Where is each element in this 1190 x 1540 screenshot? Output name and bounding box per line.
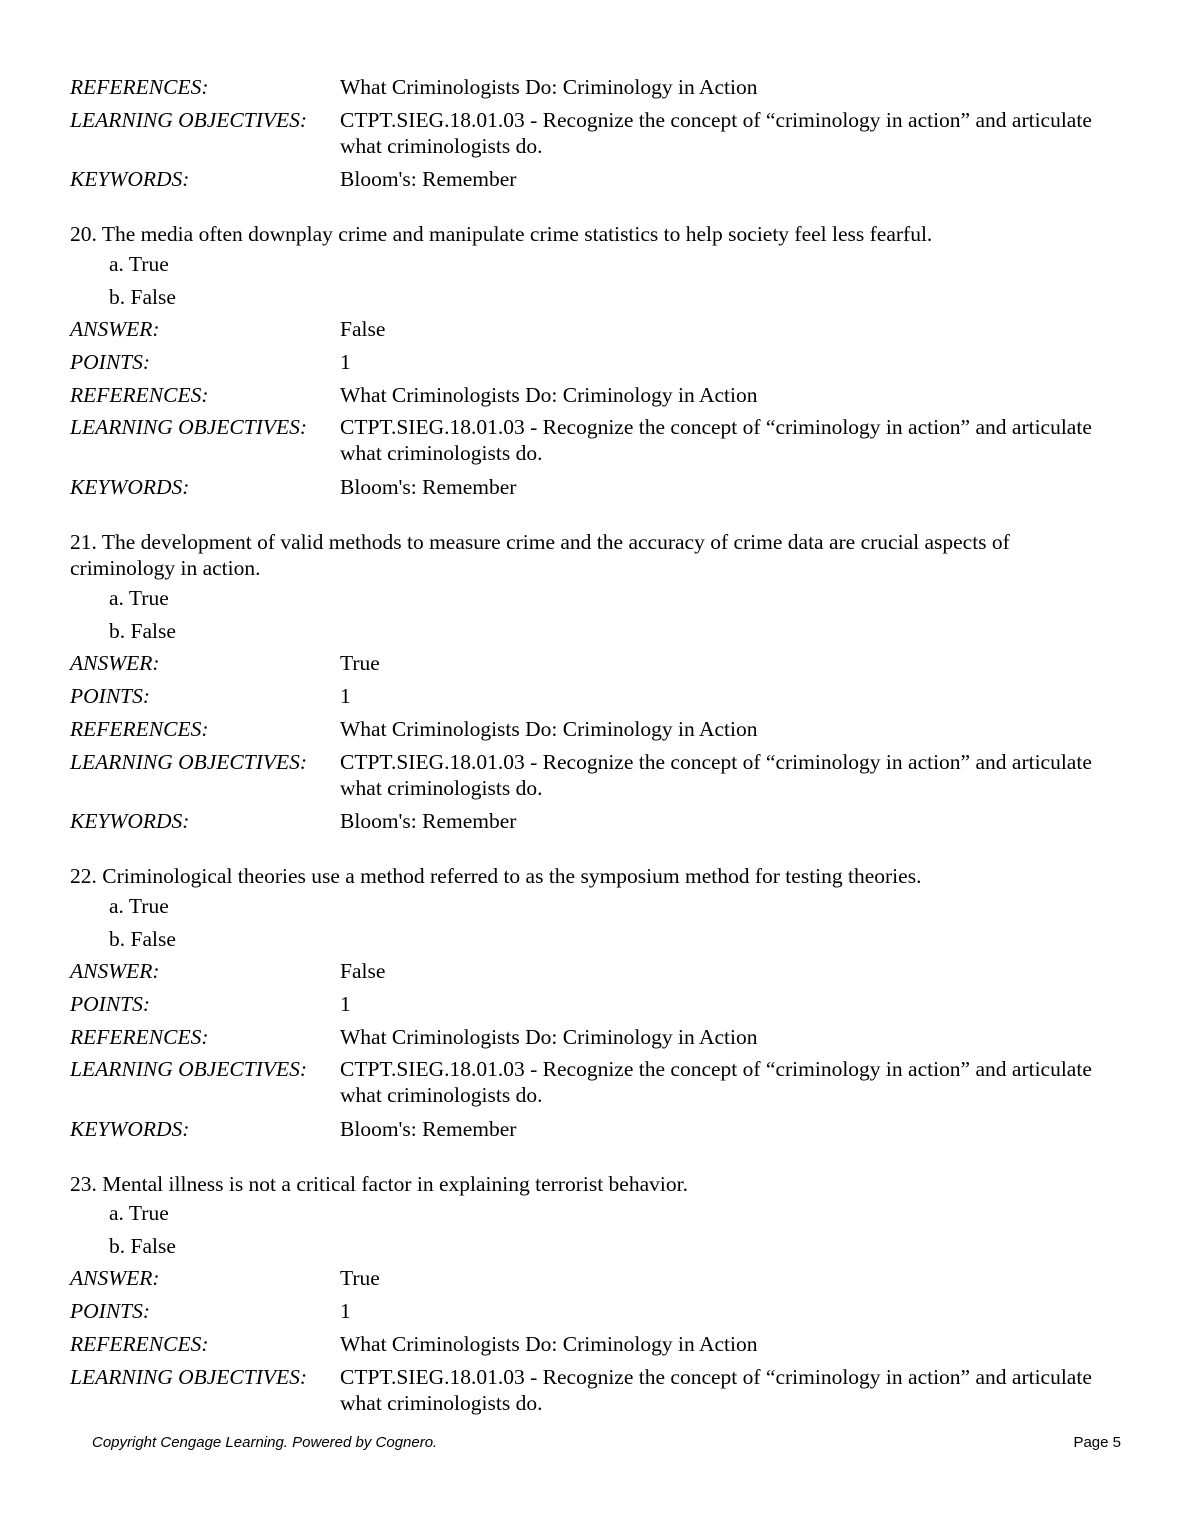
- learning-objectives-value: CTPT.SIEG.18.01.03 - Recognize the concept of “criminology in action” and articulate what criminologists do.: [340, 415, 1092, 465]
- points-value: 1: [340, 1299, 351, 1323]
- keywords-label: KEYWORDS:: [70, 475, 190, 499]
- question-22-option-b: b. False: [109, 927, 176, 951]
- answer-value: True: [340, 1266, 380, 1290]
- keywords-label: KEYWORDS:: [70, 809, 190, 833]
- question-21-option-a: a. True: [109, 586, 169, 610]
- references-label: REFERENCES:: [70, 1332, 209, 1356]
- learning-objectives-label: LEARNING OBJECTIVES:: [70, 1365, 308, 1389]
- points-value: 1: [340, 350, 351, 374]
- question-20-option-a: a. True: [109, 252, 169, 276]
- learning-objectives-label: LEARNING OBJECTIVES:: [70, 1057, 308, 1081]
- keywords-value: Bloom's: Remember: [340, 475, 517, 499]
- points-value: 1: [340, 684, 351, 708]
- learning-objectives-value: CTPT.SIEG.18.01.03 - Recognize the concept of “criminology in action” and articulate what criminologists do.: [340, 108, 1092, 158]
- answer-value: False: [340, 959, 386, 983]
- keywords-value: Bloom's: Remember: [340, 809, 517, 833]
- answer-label: ANSWER:: [70, 959, 160, 983]
- answer-label: ANSWER:: [70, 651, 160, 675]
- keywords-label: KEYWORDS:: [70, 167, 190, 191]
- question-20-option-b: b. False: [109, 285, 176, 309]
- learning-objectives-label: LEARNING OBJECTIVES:: [70, 415, 308, 439]
- references-value: What Criminologists Do: Criminology in Action: [340, 383, 758, 407]
- question-23-option-a: a. True: [109, 1201, 169, 1225]
- learning-objectives-value: CTPT.SIEG.18.01.03 - Recognize the concept of “criminology in action” and articulate what criminologists do.: [340, 750, 1092, 800]
- question-23-text: 23. Mental illness is not a critical factor in explaining terrorist behavior.: [70, 1172, 688, 1196]
- question-21-text: 21. The development of valid methods to measure crime and the accuracy of crime data are crucial aspects of criminology in action.: [70, 530, 1010, 580]
- answer-value: False: [340, 317, 386, 341]
- question-22-option-a: a. True: [109, 894, 169, 918]
- footer-copyright: Copyright Cengage Learning. Powered by Cognero.: [92, 1434, 438, 1451]
- answer-label: ANSWER:: [70, 1266, 160, 1290]
- points-label: POINTS:: [70, 350, 151, 374]
- question-21-option-b: b. False: [109, 619, 176, 643]
- question-20-text: 20. The media often downplay crime and manipulate crime statistics to help society feel less fearful.: [70, 222, 933, 246]
- keywords-value: Bloom's: Remember: [340, 1117, 517, 1141]
- points-label: POINTS:: [70, 992, 151, 1016]
- references-value: What Criminologists Do: Criminology in Action: [340, 1025, 758, 1049]
- learning-objectives-value: CTPT.SIEG.18.01.03 - Recognize the concept of “criminology in action” and articulate what criminologists do.: [340, 1057, 1092, 1107]
- points-label: POINTS:: [70, 1299, 151, 1323]
- answer-value: True: [340, 651, 380, 675]
- references-label: REFERENCES:: [70, 717, 209, 741]
- question-22-text: 22. Criminological theories use a method referred to as the symposium method for testing theories.: [70, 864, 922, 888]
- footer-page-number: Page 5: [1073, 1434, 1121, 1451]
- question-23-option-b: b. False: [109, 1234, 176, 1258]
- references-value: What Criminologists Do: Criminology in Action: [340, 75, 758, 99]
- references-value: What Criminologists Do: Criminology in Action: [340, 717, 758, 741]
- points-value: 1: [340, 992, 351, 1016]
- learning-objectives-label: LEARNING OBJECTIVES:: [70, 108, 308, 132]
- references-label: REFERENCES:: [70, 383, 209, 407]
- points-label: POINTS:: [70, 684, 151, 708]
- references-label: REFERENCES:: [70, 1025, 209, 1049]
- keywords-label: KEYWORDS:: [70, 1117, 190, 1141]
- learning-objectives-value: CTPT.SIEG.18.01.03 - Recognize the concept of “criminology in action” and articulate what criminologists do.: [340, 1365, 1092, 1415]
- references-label: REFERENCES:: [70, 75, 209, 99]
- references-value: What Criminologists Do: Criminology in Action: [340, 1332, 758, 1356]
- keywords-value: Bloom's: Remember: [340, 167, 517, 191]
- learning-objectives-label: LEARNING OBJECTIVES:: [70, 750, 308, 774]
- answer-label: ANSWER:: [70, 317, 160, 341]
